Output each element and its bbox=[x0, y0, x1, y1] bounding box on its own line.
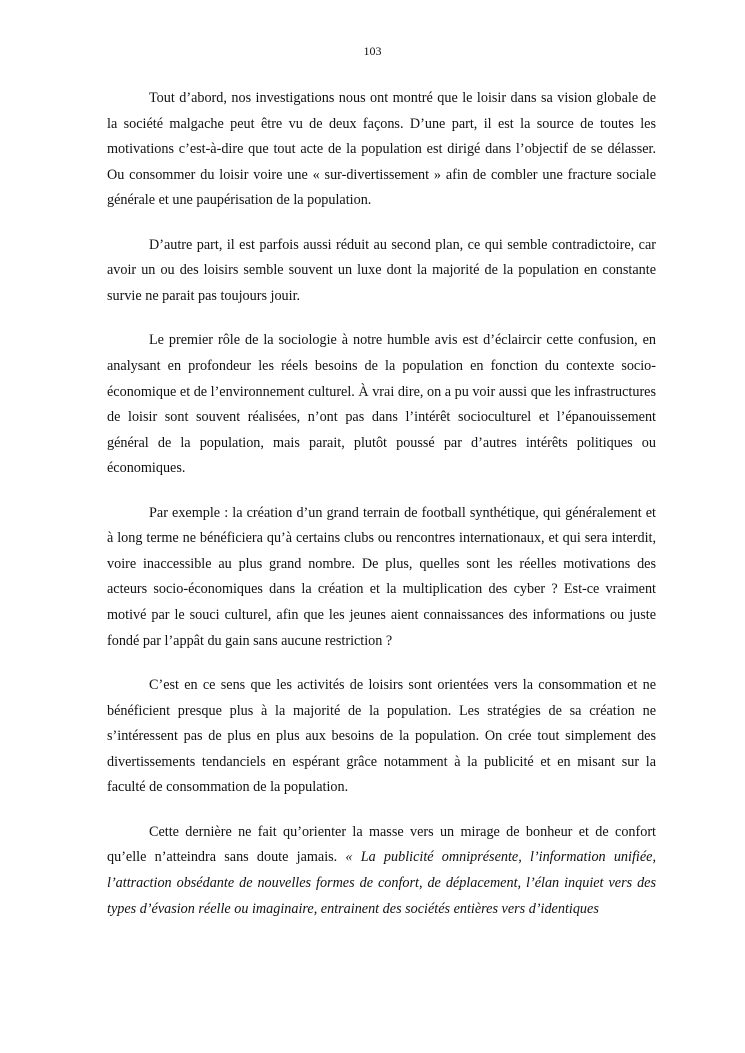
body-text bbox=[107, 86, 656, 922]
paragraph-6-text: Cette dernière ne fait qu’orienter la masse vers un mirage de bonheur et de confort qu’elle n’atteindra sans doute jamais. bbox=[107, 823, 656, 866]
paragraph-4: Par exemple : la création d’un grand terrain de football synthétique, qui généralement et à long terme ne bénéficiera qu’à certains clubs ou rencontres internationaux, et qui sera interdit, voire inaccessible au plus grand nombre. De plus, quelles sont les réelles motivations des acteurs socio-économiques dans la création et la multiplication des cyber ? Est-ce vraiment motivé par le souci culturel, afin que les jeunes aient connaissances des informations ou juste fondé par l’appât du gain sans aucune restriction ? bbox=[107, 504, 656, 649]
page-number: 103 bbox=[363, 44, 382, 58]
citation-quote: « La publicité omniprésente, l’information unifiée, l’attraction obsédante de nouvelles formes de confort, de déplacement, l’élan inquiet vers des types d’évasion réelle ou imaginaire, entrainent des sociétés entières vers d’identiques bbox=[107, 849, 656, 917]
paragraph-1: Tout d’abord, nos investigations nous ont montré que le loisir dans sa vision globale de la société malgache peut être vu de deux façons. D’une part, il est la source de toutes les motivations c’est-à-dire que tout acte de la population est dirigé dans l’objectif de se délasser. Ou consommer du loisir voire une « sur-divertissement » afin de combler une fracture sociale générale et une paupérisation de la population. bbox=[107, 90, 656, 209]
paragraph-6 bbox=[107, 820, 656, 922]
paragraph-5: C’est en ce sens que les activités de loisirs sont orientées vers la consommation et ne bénéficient presque plus à la majorité de la population. Les stratégies de sa création ne s’intéressent pas de plus en plus aux besoins de la population. On crée tout simplement des divertissements tendanciels en espérant grâce notamment à la publicité et en misant sur la faculté de consommation de la population. bbox=[107, 677, 656, 796]
paragraph-2: D’autre part, il est parfois aussi réduit au second plan, ce qui semble contradictoire, car avoir un ou des loisirs semble souvent un luxe dont la majorité de la population en constante survie ne parait pas toujours jouir. bbox=[107, 236, 656, 304]
paragraph-3: Le premier rôle de la sociologie à notre humble avis est d’éclaircir cette confusion, en analysant en profondeur les réels besoins de la population en fonction du contexte socio-économique et de l’environnement culturel. À vrai dire, on a pu voir aussi que les infrastructures de loisir sont souvent réalisées, n’ont pas dans l’intérêt socioculturel et l’épanouissement général de la population, mais parait, plutôt poussé par d’autres intérêts politiques ou économiques. bbox=[107, 332, 656, 477]
